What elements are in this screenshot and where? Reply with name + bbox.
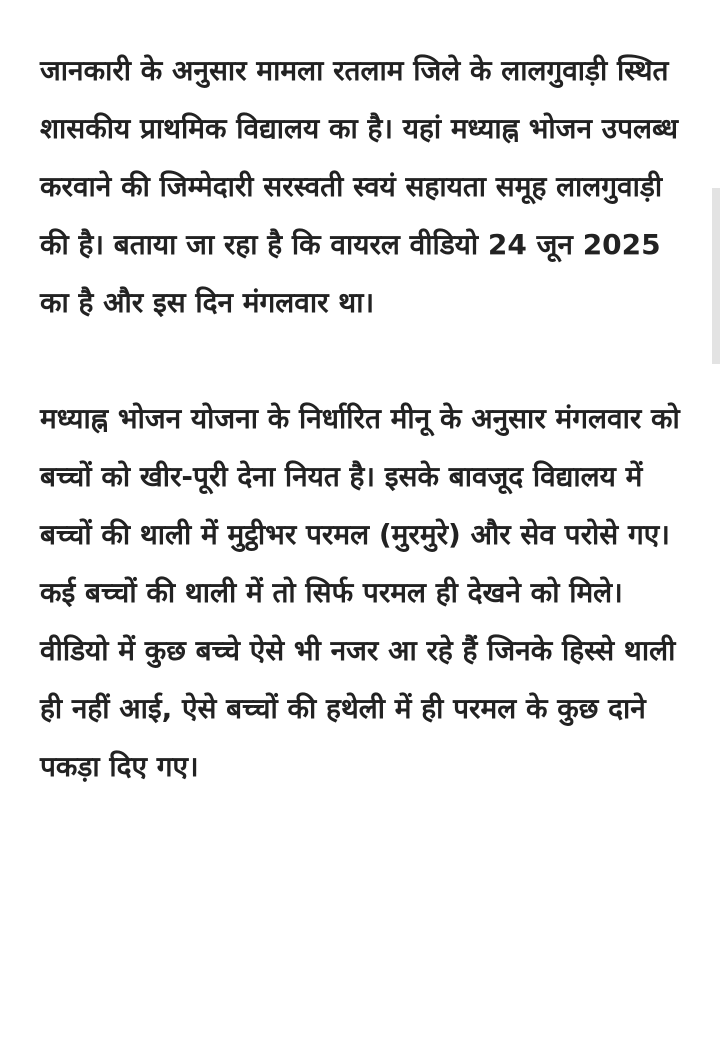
paragraph: जानकारी के अनुसार मामला रतलाम जिले के लालगुवाड़ी स्थित शासकीय प्राथमिक विद्यालय का है। यहां मध्याह्न भोजन उपलब्ध करवाने की जिम्मेदारी सरस्वती स्वयं सहायता समूह लालगुवाड़ी की है। बताया जा रहा है कि वायरल वीडियो 24 जून 2025 का है और इस दिन मंगलवार था। [40, 54, 678, 319]
scroll-edge-indicator [712, 188, 720, 364]
article-body [40, 42, 680, 796]
paragraph: मध्याह्न भोजन योजना के निर्धारित मीनू के अनुसार मंगलवार को बच्चों को खीर-पूरी देना नियत है। इसके बावजूद विद्यालय में बच्चों की थाली में मुट्ठीभर परमल (मुरमुरे) और सेव परोसे गए। कई बच्चों की थाली में तो सिर्फ परमल ही देखने को मिले। वीडियो में कुछ बच्चे ऐसे भी नजर आ रहे हैं जिनके हिस्से थाली ही नहीं आई, ऐसे बच्चों की हथेली में ही परमल के कुछ दाने पकड़ा दिए गए। [40, 402, 680, 783]
